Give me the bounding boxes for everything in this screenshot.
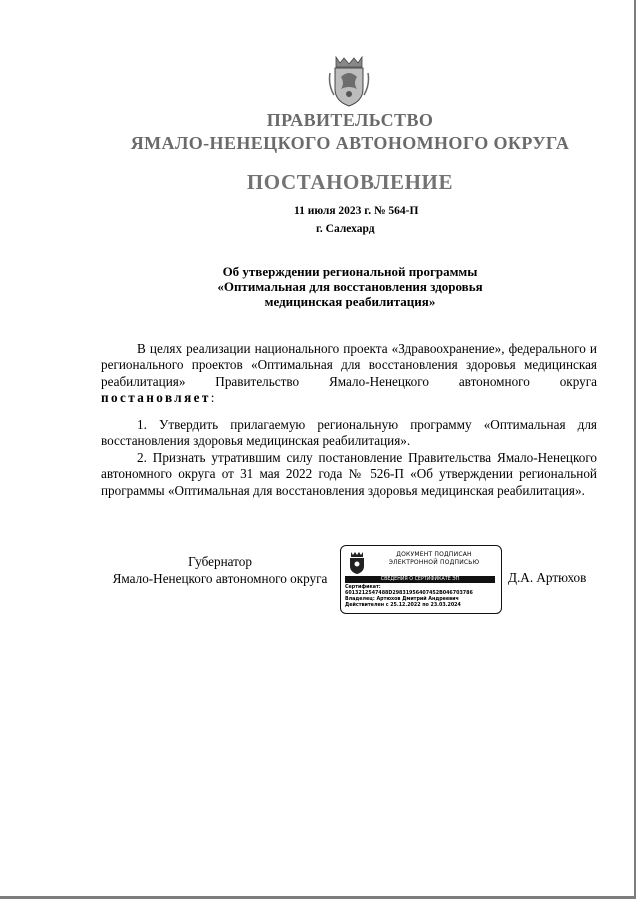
intro-end: : <box>210 390 215 406</box>
stamp-heading-line: ЭЛЕКТРОННОЙ ПОДПИСЬЮ <box>388 559 480 566</box>
stamp-cert-label: Сертификат: <box>345 585 381 590</box>
document-place: г. Салехард <box>316 223 375 235</box>
document-heading <box>150 264 550 309</box>
stamp-emblem-icon <box>347 551 367 575</box>
stamp-details <box>345 585 501 609</box>
government-region-title: ЯМАЛО-НЕНЕЦКОГО АВТОНОМНОГО ОКРУГА <box>130 133 570 153</box>
document-date-number: 11 июля 2023 г. № 564-П <box>294 205 419 217</box>
heading-line: «Оптимальная для восстановления здоровья <box>217 279 483 294</box>
signatory-title <box>100 553 340 587</box>
coat-of-arms-emblem <box>328 55 370 107</box>
stamp-cert-number: 6013212547488D29831956407452B046703786 <box>345 591 473 596</box>
heading-line: Об утверждении региональной программы <box>222 264 478 279</box>
heading-line: медицинская реабилитация» <box>264 294 436 309</box>
stamp-validity: Действителен с 25.12.2022 по 23.03.2024 <box>345 603 461 608</box>
signatory-name: Д.А. Артюхов <box>508 570 587 585</box>
stamp-heading-line: ДОКУМЕНТ ПОДПИСАН <box>396 551 472 558</box>
intro-text: В целях реализации национального проекта «Здравоохранение», федерального и регионального проектов «Оптимальная для восстановления здоровья медицинская реабилитация» Правительство Ямало-Ненецкого автономного округа <box>101 341 597 389</box>
government-title: ПРАВИТЕЛЬСТВО <box>266 110 434 130</box>
electronic-signature-stamp <box>340 545 502 614</box>
stamp-owner: Владелец: Артюхов Дмитрий Андреевич <box>345 597 459 602</box>
decree-word: постановляет <box>101 390 211 406</box>
item-1-paragraph: 1. Утвердить прилагаемую региональную программу «Оптимальная для восстановления здоровья медицинская реабилитация». <box>101 417 597 449</box>
stamp-heading <box>369 551 499 567</box>
intro-paragraph <box>101 341 597 407</box>
signatory-title-line: Ямало-Ненецкого автономного округа <box>112 571 328 586</box>
stamp-certificate-bar: СВЕДЕНИЯ О СЕРТИФИКАТЕ ЭП <box>345 576 495 583</box>
document-type: ПОСТАНОВЛЕНИЕ <box>246 170 454 194</box>
signatory-title-line: Губернатор <box>188 554 252 569</box>
item-2-paragraph: 2. Признать утратившим силу постановление Правительства Ямало-Ненецкого автономного округа от 31 мая 2022 года № 526-П «Об утверждении региональной программы «Оптимальная для восстановления здоровья медицинская реабилитация». <box>101 450 597 498</box>
